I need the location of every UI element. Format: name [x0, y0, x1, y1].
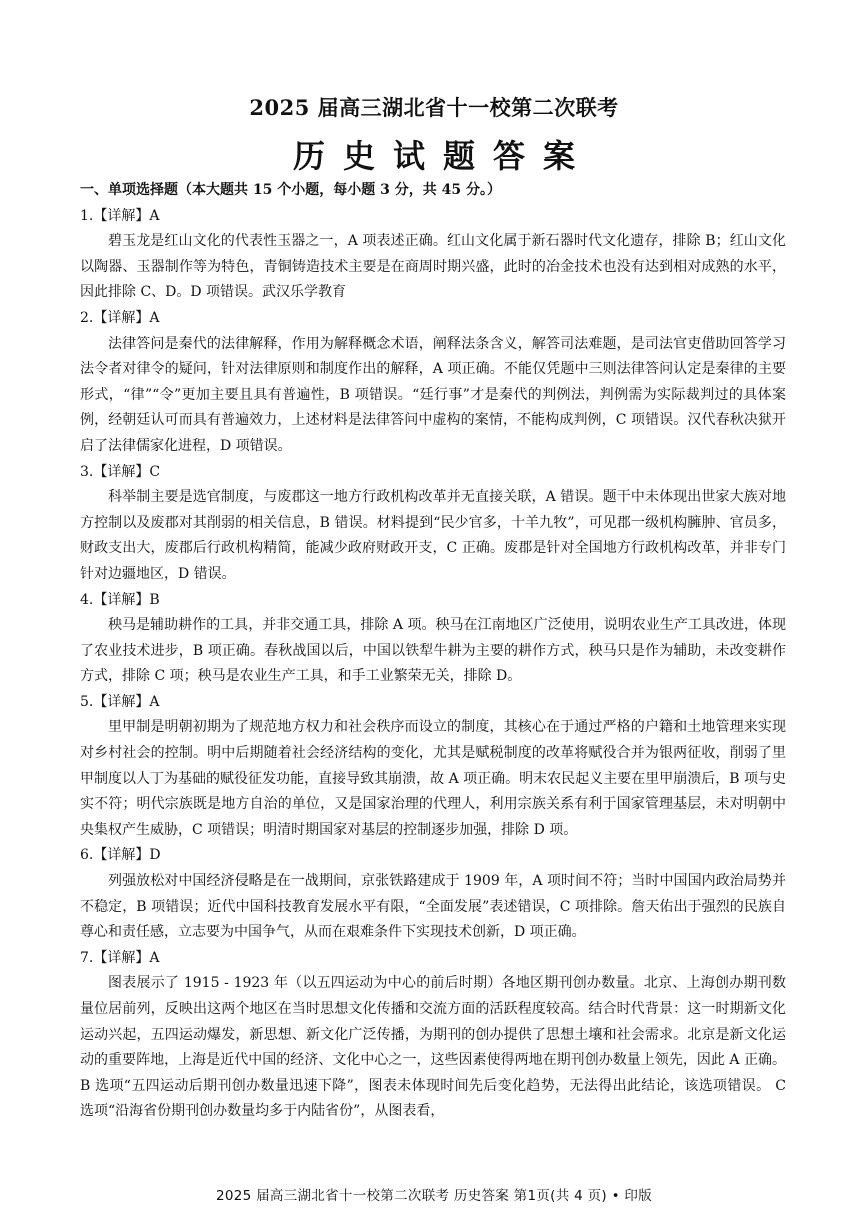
question-item — [80, 204, 786, 306]
page-footer: 2025 届高三湖北省十一校第二次联考 历史答案 第1页(共 4 页) • 印版 — [215, 1188, 653, 1204]
question-item — [80, 460, 786, 588]
question-item — [80, 843, 786, 945]
question-answer-label: 3.【详解】C — [80, 463, 161, 480]
question-answer-label: 4.【详解】B — [80, 591, 160, 608]
section-heading: 一、单项选择题（本大题共 15 个小题，每小题 3 分，共 45 分。） — [80, 182, 501, 198]
question-explanation: 秧马是辅助耕作的工具，并非交通工具，排除 A 项。秧马在江南地区广泛使用，说明农业生产工具改进，体现了农业技术进步，B 项正确。春秋战国以后，中国以铁犁牛耕为主要的耕作方式，秧马只是作为辅助，未改变耕作方式，排除 C 项；秧马是农业生产工具，和手工业繁荣无关，排除 D。 — [80, 617, 786, 685]
question-item — [80, 690, 786, 844]
question-item — [80, 588, 786, 690]
question-answer-label: 5.【详解】A — [80, 693, 160, 710]
question-answer-label: 7.【详解】A — [80, 949, 160, 966]
question-explanation: 列强放松对中国经济侵略是在一战期间，京张铁路建成于 1909 年，A 项时间不符；当时中国国内政治局势并不稳定，B 项错误；近代中国科技教育发展水平有限，“全面发展”表述错误，C 项排除。詹天佑出于强烈的民族自尊心和责任感，立志要为中国争气，从而在艰难条件下实现技术创新，D 项正确。 — [80, 873, 786, 941]
question-explanation: 碧玉龙是红山文化的代表性玉器之一，A 项表述正确。红山文化属于新石器时代文化遗存，排除 B；红山文化以陶器、玉器制作等为特色，青铜铸造技术主要是在商周时期兴盛，此时的冶金技术也没有达到相对成熟的水平，因此排除 C、D。D 项错误。武汉乐学教育 — [80, 233, 786, 301]
page-title: 历史试题答案 — [292, 137, 593, 175]
question-answer-label: 1.【详解】A — [80, 207, 160, 224]
question-explanation: 科举制主要是选官制度，与废郡这一地方行政机构改革并无直接关联，A 错误。题干中未体现出世家大族对地方控制以及废郡对其削弱的相关信息，B 错误。材料提到“民少官多，十羊九牧”，可见郡一级机构臃肿、官员多，财政支出大，废郡后行政机构精简，能减少政府财政开支，C 正确。废郡是针对全国地方行政机构改革，并非专门针对边疆地区，D 错误。 — [80, 489, 786, 582]
question-item — [80, 946, 786, 1125]
question-answer-label: 2.【详解】A — [80, 309, 160, 326]
question-explanation: 法律答问是秦代的法律解释，作用为解释概念术语，阐释法条含义，解答司法难题，是司法官吏借助回答学习法令者对律令的疑问，针对法律原则和制度作出的解释，A 项正确。不能仅凭题中三则法律答问认定是秦律的主要形式，“律”“令”更加主要且具有普遍性，B 项错误。“廷行事”才是秦代的判例法，判例需为实际裁判过的具体案例，经朝廷认可而具有普遍效力，上述材料是法律答问中虚构的案情，不能构成判例，C 项错误。汉代春秋决狱开启了法律儒家化进程，D 项错误。 — [80, 335, 786, 454]
question-explanation: 图表展示了 1915 - 1923 年（以五四运动为中心的前后时期）各地区期刊创办数量。北京、上海创办期刊数量位居前列，反映出这两个地区在当时思想文化传播和交流方面的活跃程度较高。结合时代背景：这一时期新文化运动兴起，五四运动爆发，新思想、新文化广泛传播，为期刊的创办提供了思想土壤和社会需求。北京是新文化运动的重要阵地，上海是近代中国的经济、文化中心之一，这些因素使得两地在期刊创办数量上领先，因此 A 正确。B 选项“五四运动后期刊创办数量迅速下降”，图表未体现时间先后变化趋势，无法得出此结论，该选项错误。 C 选项“沿海省份期刊创办数量均多于内陆省份”，从图表看， — [80, 975, 786, 1120]
exam-title: 2025 届高三湖北省十一校第二次联考 — [249, 95, 619, 120]
question-item — [80, 306, 786, 460]
question-explanation: 里甲制是明朝初期为了规范地方权力和社会秩序而设立的制度，其核心在于通过严格的户籍和土地管理来实现对乡村社会的控制。明中后期随着社会经济结构的变化，尤其是赋税制度的改革将赋役合并为银两征收，削弱了里甲制度以人丁为基础的赋役征发功能，直接导致其崩溃，故 A 项正确。明末农民起义主要在里甲崩溃后，B 项与史实不符；明代宗族既是地方自治的单位，又是国家治理的代理人，利用宗族关系有利于国家管理基层，未对明朝中央集权产生威胁，C 项错误；明清时期国家对基层的控制逐步加强，排除 D 项。 — [80, 719, 786, 838]
question-answer-label: 6.【详解】D — [80, 847, 161, 864]
answer-content — [80, 178, 786, 1125]
